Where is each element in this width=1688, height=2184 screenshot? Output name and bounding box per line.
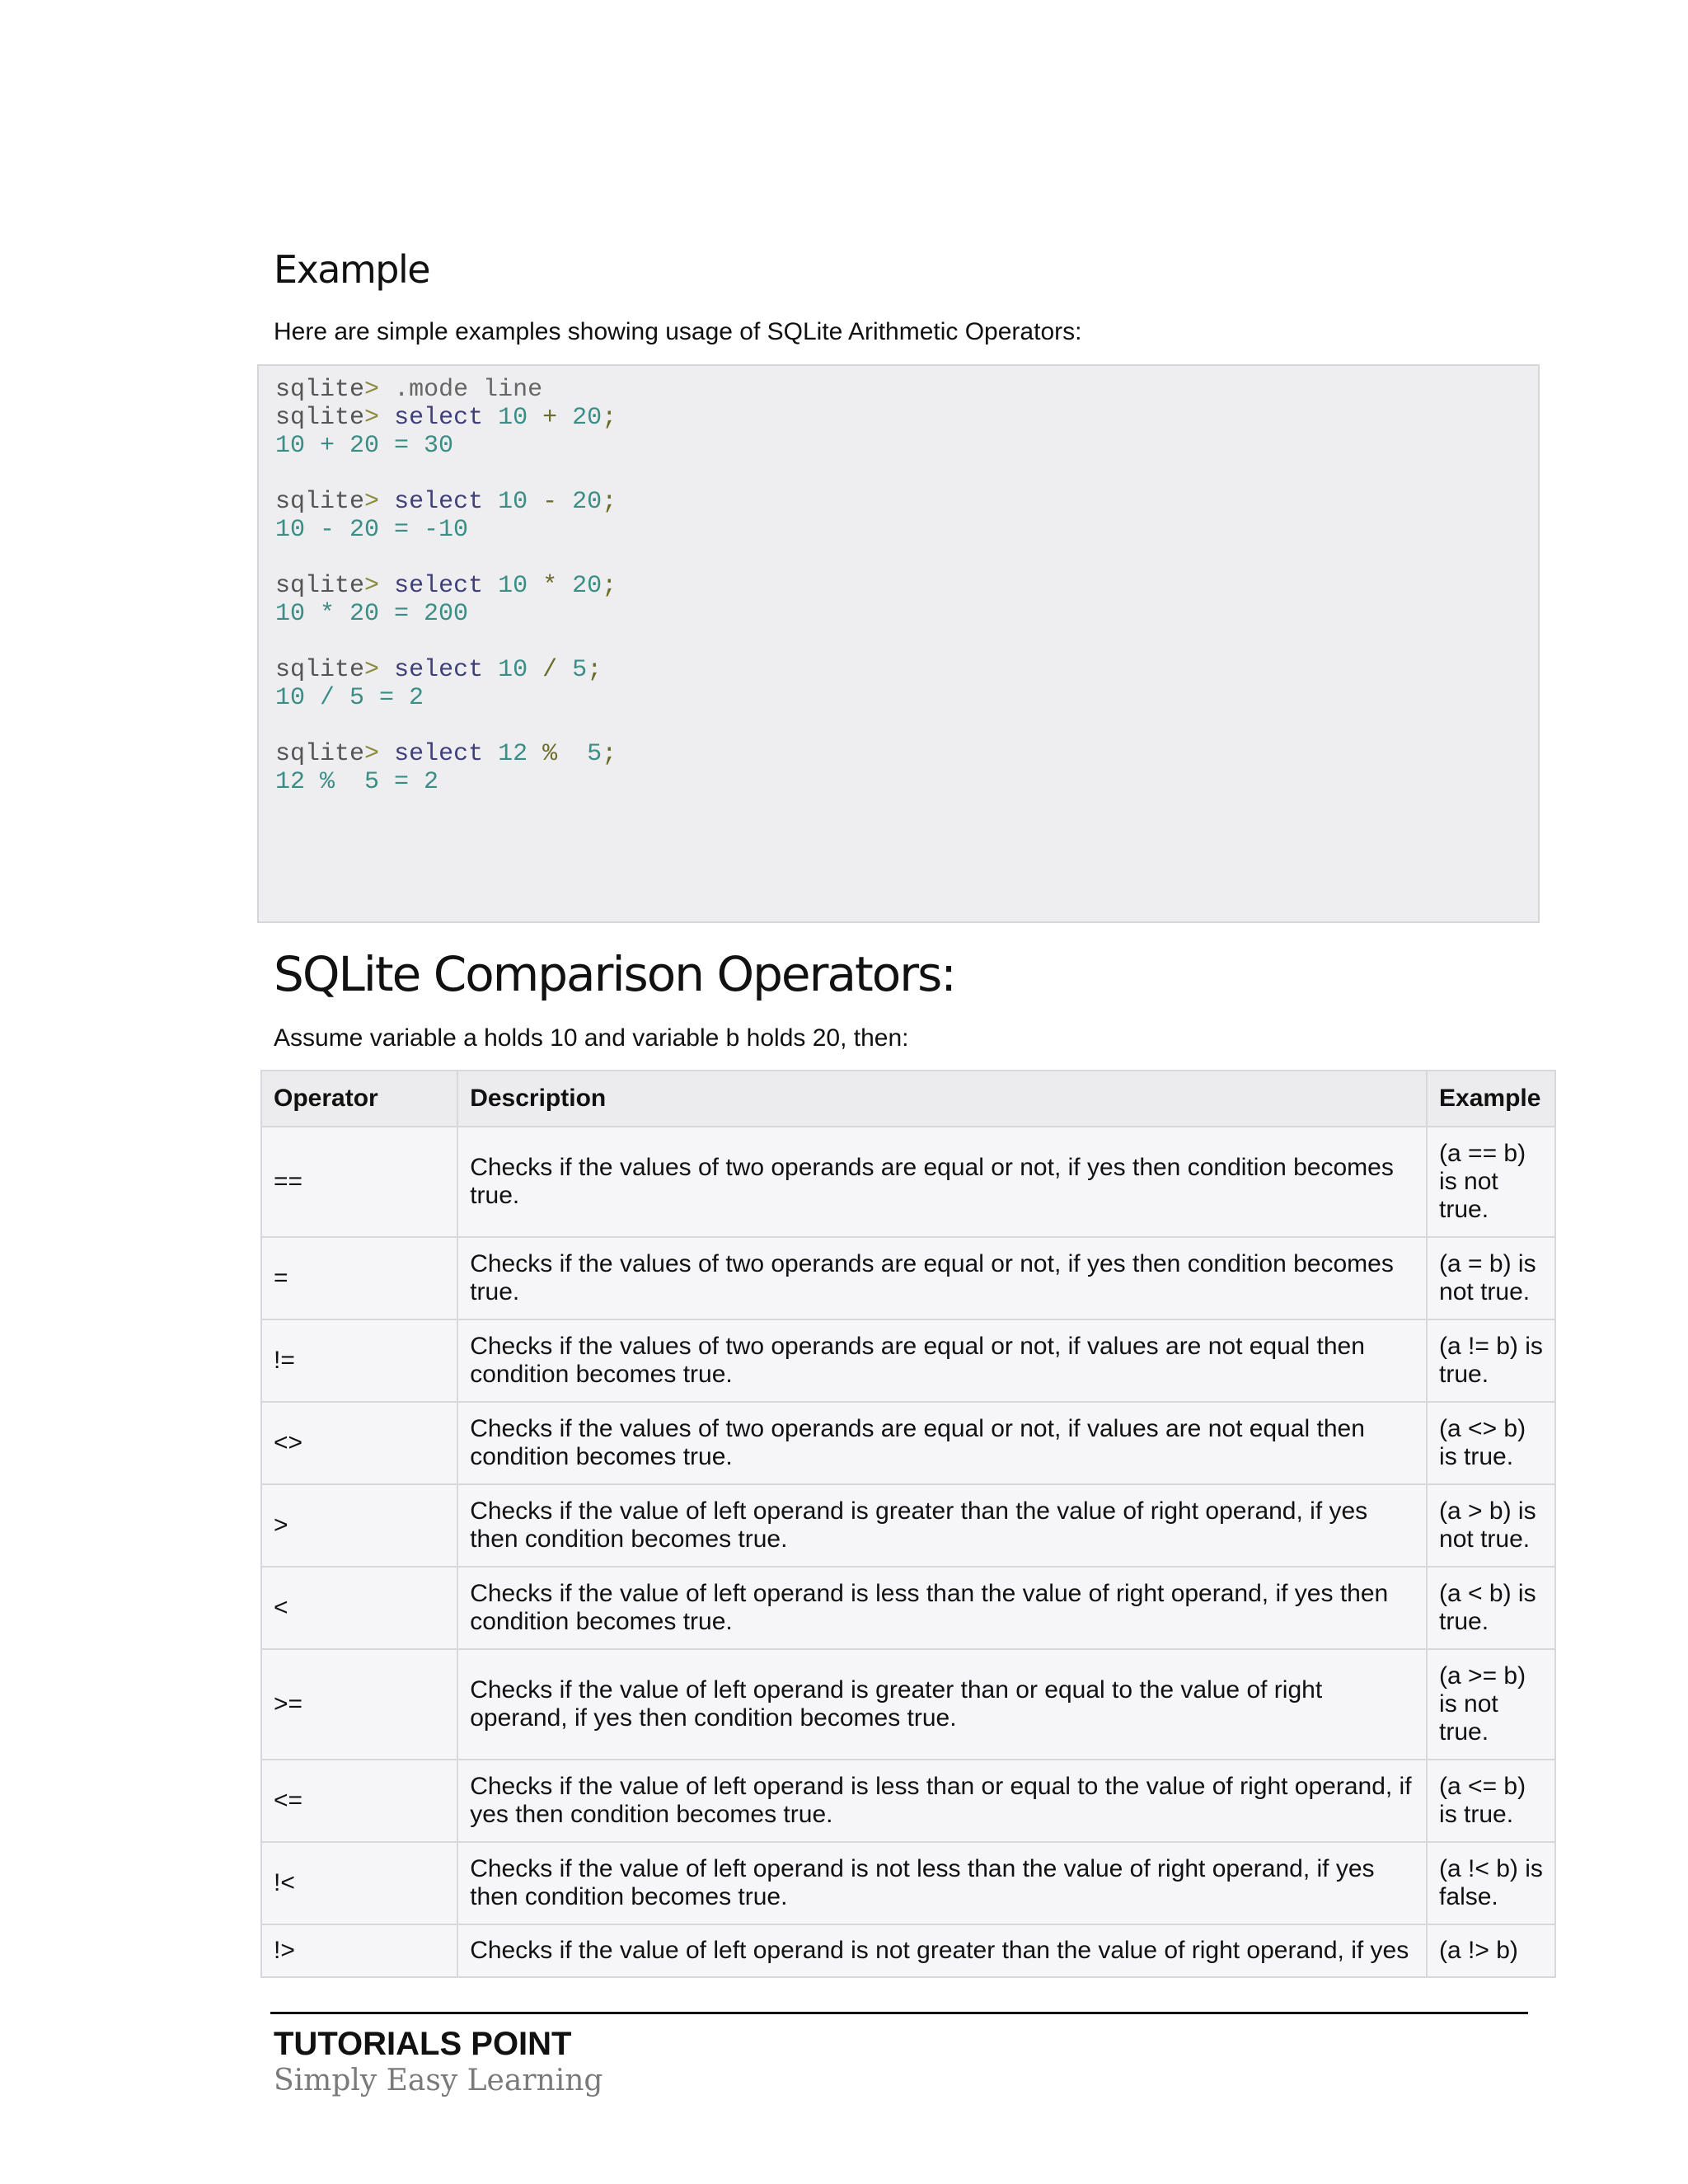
code-semicolon: ; (602, 572, 617, 600)
header-operator: Operator (261, 1071, 457, 1127)
comparison-heading: SQLite Comparison Operators: (274, 946, 955, 1002)
code-keyword: select (394, 572, 484, 600)
code-operator: / (542, 656, 558, 684)
code-line (275, 404, 617, 432)
code-keyword: select (394, 488, 484, 516)
description-cell: Checks if the values of two operands are equal or not, if values are not equal then condition becomes true. (457, 1319, 1427, 1402)
code-line (275, 376, 542, 404)
code-prompt: sqlite (275, 488, 365, 516)
operator-cell: > (261, 1484, 457, 1567)
comparison-intro: Assume variable a holds 10 and variable b holds 20, then: (274, 1024, 909, 1052)
footer-divider (270, 2012, 1528, 2014)
code-line (275, 656, 602, 684)
code-number: 20 (572, 488, 603, 516)
code-result: 10 - 20 = -10 (275, 516, 469, 544)
code-number: 20 (572, 404, 603, 432)
table-row (261, 1237, 1555, 1319)
example-cell: (a < b) is true. (1427, 1567, 1555, 1649)
code-line (275, 488, 617, 516)
code-block (257, 364, 1540, 923)
description-cell: Checks if the value of left operand is greater than or equal to the value of right operand, if yes then condition becomes true. (457, 1649, 1427, 1760)
example-cell: (a !> b) (1427, 1924, 1555, 1977)
code-prompt-gt: > (364, 376, 380, 404)
code-result: 10 / 5 = 2 (275, 684, 424, 712)
comparison-operators-table (260, 1070, 1556, 1978)
table-row (261, 1760, 1555, 1842)
code-prompt-gt: > (364, 488, 380, 516)
operator-cell: !> (261, 1924, 457, 1977)
description-cell: Checks if the values of two operands are equal or not, if values are not equal then condition becomes true. (457, 1402, 1427, 1484)
table-row (261, 1484, 1555, 1567)
code-number: 10 (498, 656, 528, 684)
code-command: .mode line (394, 376, 543, 404)
code-number: 5 (572, 656, 588, 684)
code-result: 10 + 20 = 30 (275, 432, 454, 460)
code-prompt-gt: > (364, 740, 380, 768)
description-cell: Checks if the value of left operand is less than the value of right operand, if yes then condition becomes true. (457, 1567, 1427, 1649)
example-cell: (a <= b) is true. (1427, 1760, 1555, 1842)
table-row (261, 1842, 1555, 1924)
example-cell: (a > b) is not true. (1427, 1484, 1555, 1567)
header-example: Example (1427, 1071, 1555, 1127)
operator-cell: = (261, 1237, 457, 1319)
description-cell: Checks if the value of left operand is not greater than the value of right operand, if yes (457, 1924, 1427, 1977)
table-row (261, 1567, 1555, 1649)
code-number: 20 (572, 572, 603, 600)
code-prompt: sqlite (275, 740, 365, 768)
code-operator: * (542, 572, 558, 600)
code-number: 10 (498, 572, 528, 600)
code-semicolon: ; (602, 404, 617, 432)
code-prompt: sqlite (275, 376, 365, 404)
description-cell: Checks if the value of left operand is less than or equal to the value of right operand, if yes then condition becomes true. (457, 1760, 1427, 1842)
operator-cell: >= (261, 1649, 457, 1760)
operator-cell: == (261, 1127, 457, 1237)
example-cell: (a == b) is not true. (1427, 1127, 1555, 1237)
code-number: 10 (498, 404, 528, 432)
code-result: 10 * 20 = 200 (275, 600, 469, 628)
code-prompt: sqlite (275, 656, 365, 684)
code-prompt-gt: > (364, 656, 380, 684)
code-keyword: select (394, 740, 484, 768)
code-prompt: sqlite (275, 572, 365, 600)
code-line (275, 572, 617, 600)
code-line (275, 740, 617, 768)
table-row (261, 1319, 1555, 1402)
example-heading: Example (274, 247, 430, 292)
code-operator: + (542, 404, 558, 432)
code-keyword: select (394, 404, 484, 432)
example-cell: (a <> b) is true. (1427, 1402, 1555, 1484)
description-cell: Checks if the values of two operands are equal or not, if yes then condition becomes true. (457, 1237, 1427, 1319)
operator-cell: != (261, 1319, 457, 1402)
code-number: 12 (498, 740, 528, 768)
code-semicolon: ; (602, 740, 617, 768)
code-operator: % (542, 740, 558, 768)
table-header-row (261, 1071, 1555, 1127)
example-intro: Here are simple examples showing usage of SQLite Arithmetic Operators: (274, 318, 1082, 345)
code-operator: - (542, 488, 558, 516)
table-row (261, 1402, 1555, 1484)
code-prompt: sqlite (275, 404, 365, 432)
example-cell: (a !< b) is false. (1427, 1842, 1555, 1924)
code-keyword: select (394, 656, 484, 684)
operator-cell: !< (261, 1842, 457, 1924)
footer-tagline: Simply Easy Learning (274, 2064, 603, 2097)
example-cell: (a != b) is true. (1427, 1319, 1555, 1402)
description-cell: Checks if the value of left operand is not less than the value of right operand, if yes then condition becomes true. (457, 1842, 1427, 1924)
example-cell: (a = b) is not true. (1427, 1237, 1555, 1319)
operator-cell: < (261, 1567, 457, 1649)
description-cell: Checks if the values of two operands are equal or not, if yes then condition becomes true. (457, 1127, 1427, 1237)
operator-cell: <> (261, 1402, 457, 1484)
code-result: 12 % 5 = 2 (275, 768, 439, 796)
code-number: 10 (498, 488, 528, 516)
operator-cell: <= (261, 1760, 457, 1842)
table-row (261, 1649, 1555, 1760)
code-number: 5 (572, 740, 603, 768)
code-prompt-gt: > (364, 572, 380, 600)
code-semicolon: ; (587, 656, 603, 684)
footer-brand: TUTORIALS POINT (274, 2026, 572, 2062)
code-semicolon: ; (602, 488, 617, 516)
header-description: Description (457, 1071, 1427, 1127)
example-cell: (a >= b) is not true. (1427, 1649, 1555, 1760)
table-row (261, 1924, 1555, 1977)
table-row (261, 1127, 1555, 1237)
description-cell: Checks if the value of left operand is greater than the value of right operand, if yes then condition becomes true. (457, 1484, 1427, 1567)
code-prompt-gt: > (364, 404, 380, 432)
